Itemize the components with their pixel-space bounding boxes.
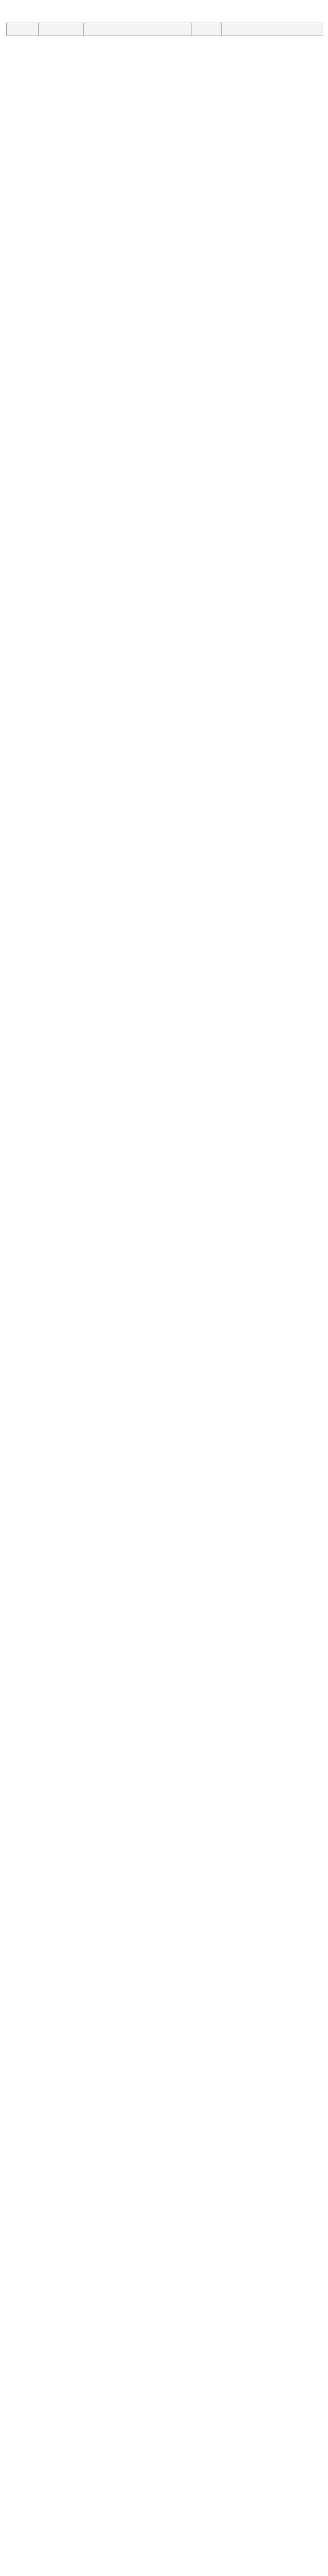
table-header-row xyxy=(7,23,322,36)
col-header-name xyxy=(84,23,192,36)
col-header-venue xyxy=(222,23,322,36)
schedule-table xyxy=(6,23,322,36)
col-header-date xyxy=(39,23,84,36)
col-header-region xyxy=(7,23,39,36)
page-title xyxy=(6,8,322,18)
col-header-fee xyxy=(192,23,222,36)
document-page xyxy=(0,0,328,48)
